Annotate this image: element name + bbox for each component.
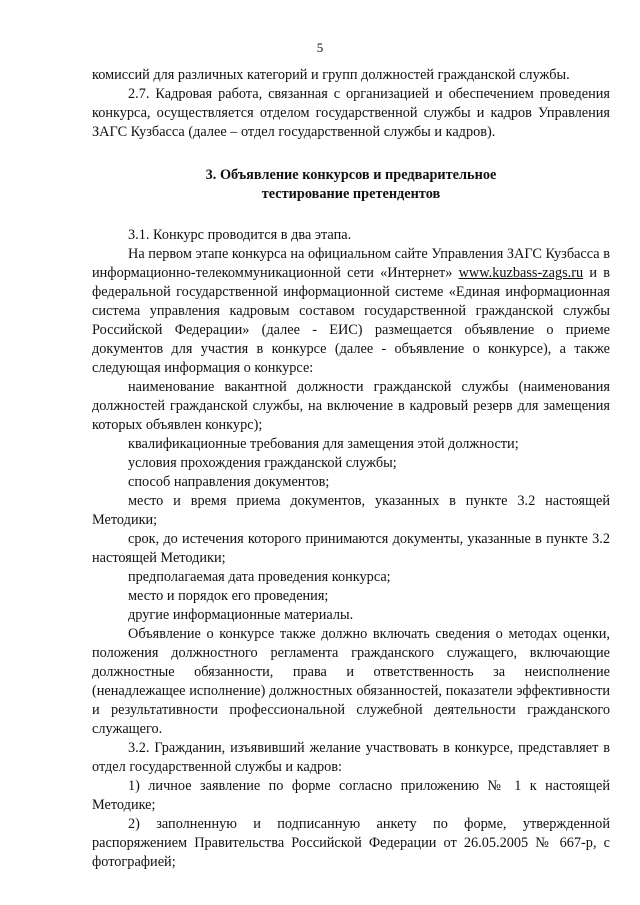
document-body [92,66,610,872]
list-item-qualification: квалификационные требования для замещения этой должности; [128,436,519,452]
list-item-place-time: место и время приема документов, указанных в пункте 3.2 настоящей Методики; [92,493,610,528]
paragraph-3-2: 3.2. Гражданин, изъявивший желание участвовать в конкурсе, представляет в отдел государственной службы и кадров: [92,740,610,775]
list-item-other-materials: другие информационные материалы. [128,607,354,623]
paragraph-document-2: 2) заполненную и подписанную анкету по форме, утвержденной распоряжением Правительства Российской Федерации от 26.05.2005 № 667-р, с фотографией; [92,816,610,870]
paragraph-document-1: 1) личное заявление по форме согласно приложению № 1 к настоящей Методике; [92,778,610,813]
section-heading [92,166,610,204]
list-item-service-conditions: условия прохождения гражданской службы; [128,455,397,471]
list-item-expected-date: предполагаемая дата проведения конкурса; [128,569,391,585]
list-item-place-procedure: место и порядок его проведения; [128,588,329,604]
paragraph-announcement: Объявление о конкурсе также должно включать сведения о методах оценки, положения должностного регламента гражданского служащего, включающие должностные обязанности, права и ответственность за неисполнение (ненадлежащее исполнение) должностных обязанностей, показатели эффективности и результативности профессиональной служебной деятельности гражданского служащего. [92,626,610,737]
list-item-deadline: срок, до истечения которого принимаются документы, указанные в пункте 3.2 настоящей Методики; [92,531,610,566]
paragraph-continuation: комиссий для различных категорий и групп должностей гражданской службы. [92,67,570,83]
paragraph-first-stage [92,245,610,378]
paragraph-2-7: 2.7. Кадровая работа, связанная с организацией и обеспечением проведения конкурса, осуществляется отделом государственной службы и кадров Управления ЗАГС Кузбасса (далее – отдел государственной службы и кадров). [92,86,610,140]
list-item-vacancy-name: наименование вакантной должности гражданской службы (наименования должностей гражданской службы, на включение в кадровый резерв для замещения которых объявлен конкурс); [92,379,610,433]
page-number: 5 [316,40,324,55]
section-heading-line-2: тестирование претендентов [261,186,441,202]
first-stage-text-before: На первом этапе конкурса на официальном сайте Управления ЗАГС Кузбасса в информационно-телекоммуникационной сети «Интернет» [92,246,610,281]
section-heading-line-1: 3. Объявление конкурсов и предварительное [205,167,497,183]
list-item-submission-method: способ направления документов; [128,474,330,490]
first-stage-text-after: и в федеральной государственной информационной системе «Единая информационная система управления кадровым составом государственной гражданской службы Российской Федерации» (далее - ЕИС) размещается объявление о приеме документов для участия в конкурсе (далее - объявление о конкурсе), а также следующая информация о конкурсе: [92,265,610,376]
website-link[interactable]: www.kuzbass-zags.ru [458,265,584,281]
paragraph-3-1: 3.1. Конкурс проводится в два этапа. [128,227,352,243]
